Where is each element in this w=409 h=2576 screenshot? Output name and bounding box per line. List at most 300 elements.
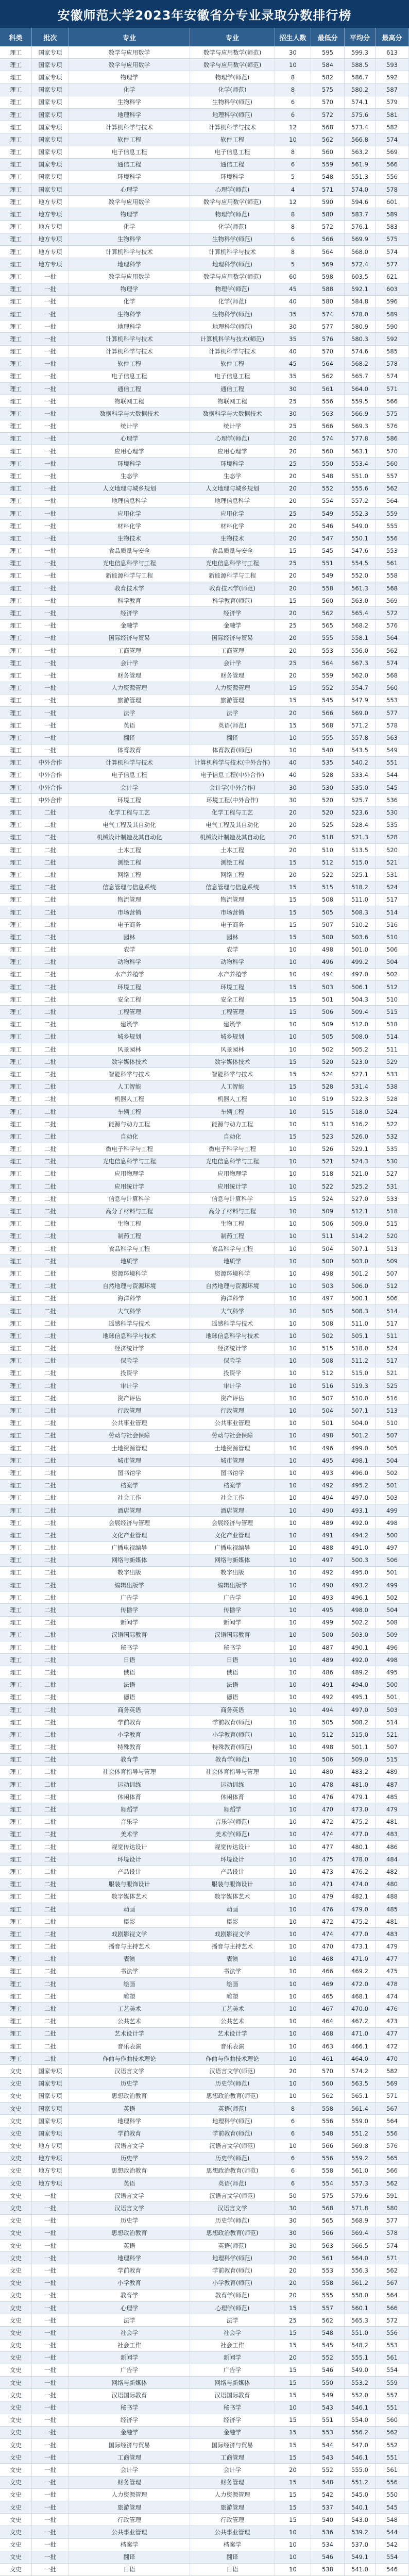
table-cell: 621 [376, 270, 409, 282]
table-cell: 550 [311, 457, 345, 469]
table-cell: 508.3 [345, 1305, 376, 1317]
table-cell: 理工 [0, 2040, 32, 2052]
table-row [0, 956, 409, 969]
table-cell: 理工 [0, 470, 32, 482]
header-cell-7: 平均分 [345, 28, 376, 46]
table-cell: 书法学 [190, 1965, 275, 1977]
table-cell: 554.7 [345, 682, 376, 694]
table-cell: 理工 [0, 1878, 32, 1890]
table-cell: 一批 [32, 395, 69, 407]
table-cell: 高分子材料与工程 [190, 1205, 275, 1217]
table-cell: 地方专项 [32, 2153, 69, 2164]
table-cell: 一批 [32, 495, 69, 507]
table-cell: 理工 [0, 794, 32, 806]
table-cell: 理工 [0, 1866, 32, 1877]
table-cell: 一批 [32, 520, 69, 532]
table-cell: 571 [311, 183, 345, 195]
table-cell: 国家专项 [32, 2078, 69, 2090]
table-row [0, 557, 409, 570]
table-cell: 园林 [190, 931, 275, 943]
table-cell: 30 [275, 2227, 311, 2239]
table-cell: 计算机科学与技术 [190, 121, 275, 133]
table-cell: 500.3 [345, 1554, 376, 1566]
table-cell: 数学与应用数学 [69, 196, 190, 208]
table-row [0, 1031, 409, 1043]
table-cell: 二批 [32, 1916, 69, 1927]
table-cell: 视觉传达设计 [190, 1841, 275, 1853]
table-cell: 理工 [0, 1990, 32, 2002]
table-cell: 智能科学与技术 [69, 1068, 190, 1080]
table-cell: 551.3 [345, 171, 376, 183]
table-cell: 30 [275, 2202, 311, 2214]
table-cell: 二批 [32, 1579, 69, 1591]
table-cell: 505.2 [345, 1043, 376, 1055]
table-cell: 483 [376, 1828, 409, 1840]
table-cell: 510 [376, 1417, 409, 1429]
table-cell: 516 [311, 1380, 345, 1392]
table-cell: 二批 [32, 1193, 69, 1205]
table-cell: 财务管理 [190, 2477, 275, 2488]
table-cell: 575.6 [345, 109, 376, 121]
table-cell: 文史 [0, 2439, 32, 2451]
table-cell: 社会工作 [69, 1492, 190, 1504]
table-cell: 数学与应用数学 [69, 59, 190, 71]
table-cell: 10 [275, 2078, 311, 2090]
table-cell: 506 [376, 944, 409, 956]
table-row [0, 346, 409, 358]
table-cell: 20 [275, 832, 311, 843]
table-cell: 理工 [0, 196, 32, 208]
table-row [0, 2451, 409, 2464]
table-cell: 通信工程 [69, 383, 190, 395]
table-cell: 雕塑 [69, 1990, 190, 2002]
table-cell: 德语 [190, 1691, 275, 1703]
table-cell: 545 [311, 694, 345, 706]
table-cell: 文史 [0, 2065, 32, 2077]
table-row [0, 1953, 409, 1965]
table-row [0, 507, 409, 520]
table-cell: 478 [376, 1978, 409, 1990]
table-cell: 10 [275, 1480, 311, 1492]
table-cell: 历史学(师范) [190, 2153, 275, 2164]
table-cell: 518.2 [345, 882, 376, 893]
table-cell: 504 [311, 1404, 345, 1416]
table-row [0, 1778, 409, 1791]
table-cell: 12 [275, 121, 311, 133]
table-cell: 食品科学与工程 [69, 1243, 190, 1255]
table-cell: 520 [311, 794, 345, 806]
table-cell: 518 [376, 1019, 409, 1030]
table-cell: 理工 [0, 1180, 32, 1192]
table-row [0, 1193, 409, 1205]
table-cell: 10 [275, 133, 311, 145]
table-cell: 525.1 [345, 869, 376, 880]
table-row [0, 171, 409, 183]
table-row [0, 1367, 409, 1380]
table-cell: 二批 [32, 1480, 69, 1492]
table-cell: 理工 [0, 1953, 32, 1965]
table-row [0, 1143, 409, 1156]
table-row [0, 408, 409, 420]
table-cell: 558.0 [345, 2290, 376, 2301]
table-cell: 554 [311, 2177, 345, 2189]
table-row [0, 457, 409, 470]
table-cell: 603 [376, 283, 409, 295]
table-cell: 中外合作 [32, 757, 69, 769]
table-cell: 479.0 [345, 1903, 376, 1915]
table-cell: 通信工程 [69, 159, 190, 171]
table-cell: 经济学 [69, 607, 190, 619]
table-cell: 504 [311, 1243, 345, 1255]
table-cell: 613 [376, 46, 409, 58]
table-cell: 理工 [0, 2053, 32, 2064]
table-cell: 503.0 [345, 1629, 376, 1641]
table-cell: 二批 [32, 1591, 69, 1603]
table-cell: 文史 [0, 2302, 32, 2314]
table-cell: 计算机科学与技术 [69, 333, 190, 345]
table-cell: 动物科学 [69, 956, 190, 968]
table-cell: 一批 [32, 470, 69, 482]
table-cell: 552 [311, 2464, 345, 2476]
table-cell: 592 [376, 333, 409, 345]
table-cell: 理工 [0, 1019, 32, 1030]
table-cell: 地方专项 [32, 2177, 69, 2189]
table-cell: 法学 [190, 707, 275, 719]
table-cell: 20 [275, 707, 311, 719]
table-cell: 数字出版 [190, 1567, 275, 1579]
table-cell: 489 [311, 1517, 345, 1529]
table-cell: 498 [311, 1267, 345, 1279]
table-cell: 583.7 [345, 208, 376, 220]
table-cell: 理工 [0, 1716, 32, 1728]
table-cell: 20 [275, 2252, 311, 2264]
table-cell: 地理科学 [69, 258, 190, 270]
table-cell: 广告学 [190, 2364, 275, 2376]
table-cell: 二批 [32, 1990, 69, 2002]
table-cell: 社会工作 [69, 2340, 190, 2351]
table-cell: 二批 [32, 869, 69, 880]
table-cell: 网络工程 [69, 869, 190, 880]
table-cell: 英语 [69, 2103, 190, 2114]
table-cell: 日语 [190, 2564, 275, 2575]
table-cell: 社会学 [69, 2327, 190, 2338]
table-cell: 509.0 [345, 1754, 376, 1766]
table-cell: 理工 [0, 1728, 32, 1740]
table-cell: 548.2 [345, 2340, 376, 2351]
table-cell: 理工 [0, 844, 32, 856]
table-cell: 559.2 [345, 2153, 376, 2164]
table-row [0, 532, 409, 545]
table-cell: 544 [376, 2526, 409, 2538]
table-cell: 文史 [0, 2327, 32, 2338]
table-row [0, 2327, 409, 2339]
table-cell: 国家专项 [32, 133, 69, 145]
table-cell: 8 [275, 2103, 311, 2114]
table-cell: 560 [311, 146, 345, 158]
table-row [0, 146, 409, 159]
table-cell: 562 [376, 2427, 409, 2438]
table-cell: 551.2 [345, 2127, 376, 2139]
table-cell: 10 [275, 1641, 311, 1653]
table-cell: 新闻学 [69, 1617, 190, 1629]
table-cell: 502 [376, 1591, 409, 1603]
table-cell: 555 [376, 520, 409, 532]
table-cell: 光电信息科学与工程 [190, 557, 275, 569]
table-cell: 会计学 [69, 782, 190, 793]
table-cell: 英语 [69, 719, 190, 731]
table-cell: 一批 [32, 669, 69, 681]
table-cell: 566 [311, 420, 345, 432]
table-cell: 理工 [0, 1380, 32, 1392]
table-cell: 25 [275, 657, 311, 669]
table-cell: 513 [376, 1243, 409, 1255]
table-cell: 559 [376, 507, 409, 519]
table-cell: 531 [376, 1180, 409, 1192]
table-row [0, 856, 409, 869]
table-cell: 理工 [0, 395, 32, 407]
table-cell: 会计学 [190, 657, 275, 669]
table-cell: 数字媒体艺术 [69, 1891, 190, 1903]
table-cell: 国家专项 [32, 121, 69, 133]
table-cell: 599.3 [345, 46, 376, 58]
table-cell: 521 [311, 1156, 345, 1167]
table-cell: 535 [311, 757, 345, 769]
table-cell: 508.0 [345, 1031, 376, 1043]
table-cell: 25 [275, 420, 311, 432]
table-cell: 经济统计学 [190, 1343, 275, 1354]
table-cell: 学前教育 [69, 2264, 190, 2276]
table-cell: 477.0 [345, 1928, 376, 1940]
table-row [0, 383, 409, 395]
table-cell: 理工 [0, 358, 32, 370]
table-cell: 10 [275, 1828, 311, 1840]
table-cell: 英语(师范) [190, 2103, 275, 2114]
table-cell: 515.0 [345, 1367, 376, 1379]
table-cell: 理工 [0, 1442, 32, 1454]
table-cell: 国家专项 [32, 146, 69, 158]
table-row [0, 2539, 409, 2551]
table-row [0, 395, 409, 408]
table-cell: 文史 [0, 2202, 32, 2214]
table-row [0, 1168, 409, 1180]
table-cell: 497.0 [345, 1704, 376, 1716]
table-cell: 589 [376, 208, 409, 220]
table-cell: 561.3 [345, 582, 376, 594]
table-cell: 一批 [32, 308, 69, 320]
table-cell: 529 [376, 1056, 409, 1067]
table-cell: 一批 [32, 545, 69, 557]
table-row [0, 2065, 409, 2077]
table-cell: 生物技术 [69, 532, 190, 544]
table-cell: 10 [275, 1367, 311, 1379]
table-cell: 理工 [0, 782, 32, 793]
table-cell: 二批 [32, 1343, 69, 1354]
table-cell: 20 [275, 483, 311, 495]
table-cell: 464 [311, 2015, 345, 2027]
table-cell: 地方专项 [32, 208, 69, 220]
table-cell: 565 [311, 2215, 345, 2227]
table-cell: 理工 [0, 308, 32, 320]
table-cell: 制药工程 [69, 1230, 190, 1242]
table-cell: 579.6 [345, 2190, 376, 2201]
table-row [0, 832, 409, 844]
table-cell: 理工 [0, 1504, 32, 1516]
table-row [0, 2003, 409, 2015]
table-row [0, 133, 409, 146]
table-cell: 10 [275, 1891, 311, 1903]
table-cell: 二批 [32, 856, 69, 868]
table-cell: 555.0 [345, 2464, 376, 2476]
table-cell: 理工 [0, 1454, 32, 1466]
table-cell: 568.9 [345, 2215, 376, 2227]
table-cell: 城乡规划 [69, 1031, 190, 1043]
table-cell: 文史 [0, 2414, 32, 2426]
table-cell: 574.0 [345, 183, 376, 195]
table-row [0, 1579, 409, 1591]
table-cell: 468.1 [345, 1990, 376, 2002]
table-row [0, 2340, 409, 2352]
table-cell: 477.0 [345, 1828, 376, 1840]
table-cell: 493 [311, 1591, 345, 1603]
table-cell: 563 [311, 2240, 345, 2251]
table-cell: 物理学 [69, 71, 190, 83]
table-cell: 20 [275, 806, 311, 818]
table-cell: 515.0 [345, 1728, 376, 1740]
table-cell: 10 [275, 1978, 311, 1990]
table-cell: 494 [311, 969, 345, 980]
table-cell: 541.0 [345, 2564, 376, 2575]
table-cell: 8 [275, 146, 311, 158]
table-cell: 30 [275, 320, 311, 332]
table-cell: 548 [311, 470, 345, 482]
table-cell: 国家专项 [32, 84, 69, 96]
table-cell: 555 [311, 632, 345, 644]
table-cell: 571 [376, 383, 409, 395]
table-cell: 477 [376, 2028, 409, 2040]
table-row [0, 1517, 409, 1529]
table-row [0, 894, 409, 906]
table-cell: 理工 [0, 2003, 32, 2014]
table-cell: 479 [376, 1941, 409, 1953]
table-cell: 564 [311, 246, 345, 258]
table-cell: 地理科学(师范) [190, 2252, 275, 2264]
table-cell: 479.1 [345, 1791, 376, 1803]
table-cell: 571 [376, 2090, 409, 2102]
table-cell: 594.6 [345, 196, 376, 208]
table-cell: 508 [311, 1355, 345, 1367]
table-cell: 食品科学与工程 [190, 1243, 275, 1255]
table-row [0, 1392, 409, 1404]
table-cell: 食品质量与安全 [190, 545, 275, 557]
table-cell: 社会体育指导与管理 [190, 1766, 275, 1778]
table-cell: 10 [275, 1816, 311, 1828]
table-cell: 6 [275, 159, 311, 171]
table-cell: 10 [275, 2015, 311, 2027]
table-cell: 554.5 [345, 557, 376, 569]
table-cell: 理工 [0, 993, 32, 1005]
table-cell: 561.0 [345, 2165, 376, 2177]
table-cell: 汉语言文学 [190, 2202, 275, 2214]
table-cell: 10 [275, 1293, 311, 1304]
table-cell: 465 [311, 1990, 345, 2002]
table-cell: 499.0 [345, 1442, 376, 1454]
table-cell: 593 [376, 59, 409, 71]
table-row [0, 1130, 409, 1143]
table-cell: 553.4 [345, 457, 376, 469]
table-cell: 60 [275, 270, 311, 282]
table-cell: 10 [275, 1230, 311, 1242]
table-cell: 一批 [32, 2377, 69, 2388]
table-cell: 556 [376, 2127, 409, 2139]
table-cell: 500 [311, 1255, 345, 1267]
table-row [0, 1816, 409, 1828]
table-cell: 15 [275, 2377, 311, 2388]
page-title: 安徽师范大学2023年安徽省分专业录取分数排行榜 [57, 8, 352, 23]
table-cell: 564.0 [345, 2252, 376, 2264]
table-cell: 524 [311, 1068, 345, 1080]
table-cell: 501.0 [345, 944, 376, 956]
table-row [0, 694, 409, 707]
table-cell: 二批 [32, 1492, 69, 1504]
table-cell: 化学(师范) [190, 296, 275, 308]
table-cell: 国际经济与贸易 [69, 632, 190, 644]
table-cell: 水产养殖学 [190, 969, 275, 980]
table-cell: 一批 [32, 2202, 69, 2214]
table-cell: 理工 [0, 1828, 32, 1840]
table-cell: 473.1 [345, 1941, 376, 1953]
table-row [0, 470, 409, 482]
table-row [0, 1355, 409, 1367]
table-cell: 15 [275, 682, 311, 694]
table-cell: 500.1 [345, 1293, 376, 1304]
table-cell: 519.3 [345, 1380, 376, 1392]
table-cell: 601 [376, 196, 409, 208]
table-cell: 行政管理 [69, 1404, 190, 1416]
table-cell: 537.0 [345, 2539, 376, 2551]
table-row [0, 582, 409, 595]
table-cell: 艺术设计学 [190, 2028, 275, 2040]
table-cell: 二批 [32, 1816, 69, 1828]
table-cell: 574.6 [345, 346, 376, 358]
table-cell: 557 [376, 2389, 409, 2401]
table-cell: 视觉传达设计 [69, 1841, 190, 1853]
table-cell: 552.0 [345, 2389, 376, 2401]
table-cell: 564 [376, 2115, 409, 2127]
table-cell: 理工 [0, 981, 32, 993]
table-cell: 562 [311, 370, 345, 382]
table-cell: 社会工作 [190, 2340, 275, 2351]
table-row [0, 483, 409, 495]
table-cell: 468 [311, 1953, 345, 1965]
table-cell: 15 [275, 719, 311, 731]
table-cell: 515 [311, 882, 345, 893]
table-cell: 563 [376, 732, 409, 743]
table-cell: 540 [311, 2514, 345, 2526]
table-cell: 8 [275, 208, 311, 220]
table-row [0, 1019, 409, 1031]
table-cell: 490 [311, 1504, 345, 1516]
table-cell: 555.1 [345, 2352, 376, 2364]
table-cell: 505 [311, 1031, 345, 1043]
table-row [0, 2140, 409, 2153]
table-row [0, 2177, 409, 2190]
table-cell: 秘书学 [69, 1641, 190, 1653]
table-row [0, 2053, 409, 2065]
table-cell: 统计学 [190, 420, 275, 432]
table-cell: 食品质量与安全 [69, 545, 190, 557]
table-cell: 人工智能 [69, 1081, 190, 1093]
table-cell: 578 [376, 2227, 409, 2239]
